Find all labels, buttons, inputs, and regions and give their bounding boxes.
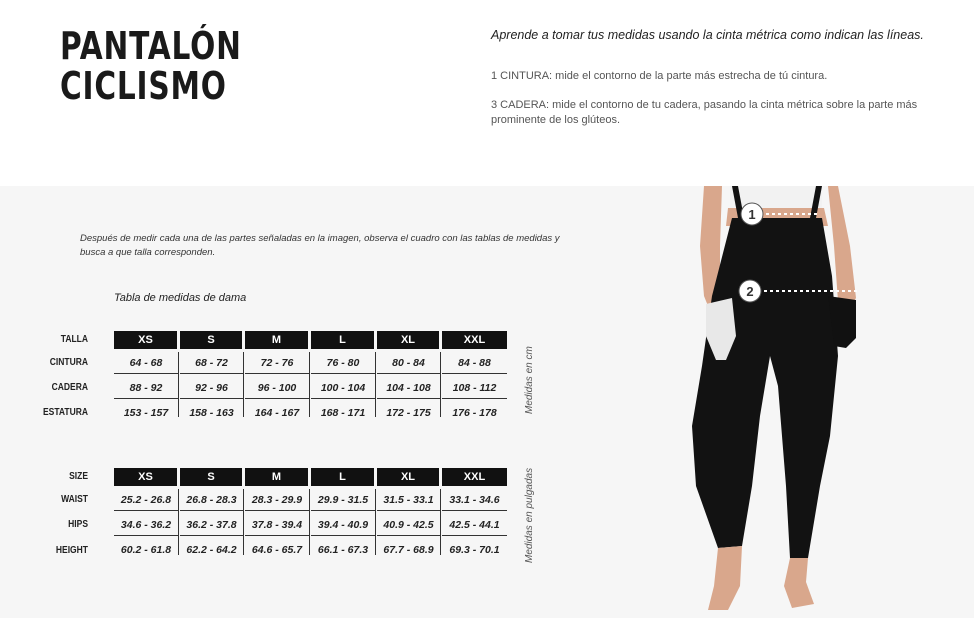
table-cell: 80 - 84 bbox=[377, 352, 440, 374]
table-cell: 60.2 - 61.8 bbox=[120, 544, 172, 556]
table-cell: 34.6 - 36.2 bbox=[114, 514, 178, 536]
row-label: HIPS bbox=[68, 519, 88, 530]
size-header: L bbox=[311, 468, 374, 486]
size-header: S bbox=[180, 468, 242, 486]
table-cell: 66.1 - 67.3 bbox=[317, 544, 369, 556]
size-header: M bbox=[245, 468, 308, 486]
right-foot bbox=[784, 558, 814, 608]
table-cell: 36.2 - 37.8 bbox=[180, 514, 243, 536]
size-header: XXL bbox=[442, 468, 507, 486]
table-cell: 172 - 175 bbox=[386, 407, 431, 419]
table-cell: 64 - 68 bbox=[114, 352, 178, 374]
size-header: M bbox=[245, 331, 308, 349]
intro-text: Aprende a tomar tus medidas usando la cinta métrica como indican las líneas. bbox=[491, 28, 924, 42]
row-label: WAIST bbox=[61, 494, 88, 505]
table-cell: 31.5 - 33.1 bbox=[377, 489, 440, 511]
column-divider bbox=[178, 352, 179, 417]
table-cell: 100 - 104 bbox=[311, 377, 375, 399]
table-cell: 76 - 80 bbox=[311, 352, 375, 374]
column-divider bbox=[309, 352, 310, 417]
page-title bbox=[60, 26, 242, 106]
table-cell: 69.3 - 70.1 bbox=[449, 544, 500, 556]
table-cell: 92 - 96 bbox=[180, 377, 243, 399]
header-label: SIZE bbox=[69, 471, 88, 482]
instruction-waist: 1 CINTURA: mide el contorno de la parte más estrecha de tú cintura. bbox=[491, 70, 828, 82]
table-cell: 25.2 - 26.8 bbox=[114, 489, 178, 511]
table-cell: 28.3 - 29.9 bbox=[245, 489, 309, 511]
units-label-inches: Medidas en pulgadas bbox=[524, 467, 535, 563]
marker-1 bbox=[741, 203, 763, 225]
column-divider bbox=[375, 352, 376, 417]
header-label: TALLA bbox=[60, 334, 88, 345]
column-divider bbox=[243, 352, 244, 417]
table-cell: 72 - 76 bbox=[245, 352, 309, 374]
units-label-cm: Medidas en cm bbox=[524, 346, 535, 414]
instruction-hip: 3 CADERA: mide el contorno de tu cadera, pasando la cinta métrica sobre la parte más prominente de los glúteos. bbox=[491, 99, 918, 126]
column-divider bbox=[440, 489, 441, 555]
column-divider bbox=[440, 352, 441, 417]
table-cell: 26.8 - 28.3 bbox=[180, 489, 243, 511]
size-header: XL bbox=[377, 468, 439, 486]
size-header: XS bbox=[114, 331, 177, 349]
table-cell: 104 - 108 bbox=[377, 377, 440, 399]
table-cell: 37.8 - 39.4 bbox=[245, 514, 309, 536]
table-cell: 62.2 - 64.2 bbox=[186, 544, 237, 556]
table-cell: 68 - 72 bbox=[180, 352, 243, 374]
table-cell: 176 - 178 bbox=[452, 407, 497, 419]
size-header: XXL bbox=[442, 331, 507, 349]
size-header: S bbox=[180, 331, 242, 349]
size-header: XL bbox=[377, 331, 439, 349]
row-label: HEIGHT bbox=[55, 545, 88, 556]
table-cell: 88 - 92 bbox=[114, 377, 178, 399]
table-cell: 158 - 163 bbox=[189, 407, 234, 419]
table-cell: 164 - 167 bbox=[254, 407, 300, 419]
model-illustration bbox=[660, 186, 974, 618]
table-cell: 96 - 100 bbox=[245, 377, 309, 399]
row-label: ESTATURA bbox=[42, 407, 88, 418]
left-foot bbox=[708, 546, 742, 610]
marker-2 bbox=[739, 280, 761, 302]
column-divider bbox=[243, 489, 244, 555]
table-caption: Tabla de medidas de dama bbox=[114, 292, 247, 304]
description-text: Después de medir cada una de las partes señaladas en la imagen, observa el cuadro con las tablas de medidas y busca a que talla corresponden. bbox=[80, 233, 560, 258]
white-top bbox=[730, 186, 822, 208]
table-cell: 67.7 - 68.9 bbox=[383, 544, 434, 556]
table-cell: 40.9 - 42.5 bbox=[377, 514, 440, 536]
table-cell: 39.4 - 40.9 bbox=[311, 514, 375, 536]
marker-1-label: 1 bbox=[748, 207, 756, 222]
size-header: XS bbox=[114, 468, 177, 486]
column-divider bbox=[309, 489, 310, 555]
marker-2-label: 2 bbox=[746, 284, 754, 299]
column-divider bbox=[375, 489, 376, 555]
table-cell: 33.1 - 34.6 bbox=[442, 489, 507, 511]
title-line-2: CICLISMO bbox=[60, 64, 227, 108]
table-cell: 64.6 - 65.7 bbox=[251, 544, 303, 556]
table-cell: 29.9 - 31.5 bbox=[311, 489, 375, 511]
row-label: CADERA bbox=[51, 382, 88, 393]
table-cell: 153 - 157 bbox=[123, 407, 169, 419]
table-cell: 108 - 112 bbox=[442, 377, 507, 399]
table-cell: 168 - 171 bbox=[320, 407, 366, 419]
size-header: L bbox=[311, 331, 374, 349]
column-divider bbox=[178, 489, 179, 555]
table-cell: 42.5 - 44.1 bbox=[442, 514, 507, 536]
title-line-1: PANTALÓN bbox=[60, 24, 242, 68]
table-cell: 84 - 88 bbox=[442, 352, 507, 374]
row-label: CINTURA bbox=[49, 357, 88, 368]
